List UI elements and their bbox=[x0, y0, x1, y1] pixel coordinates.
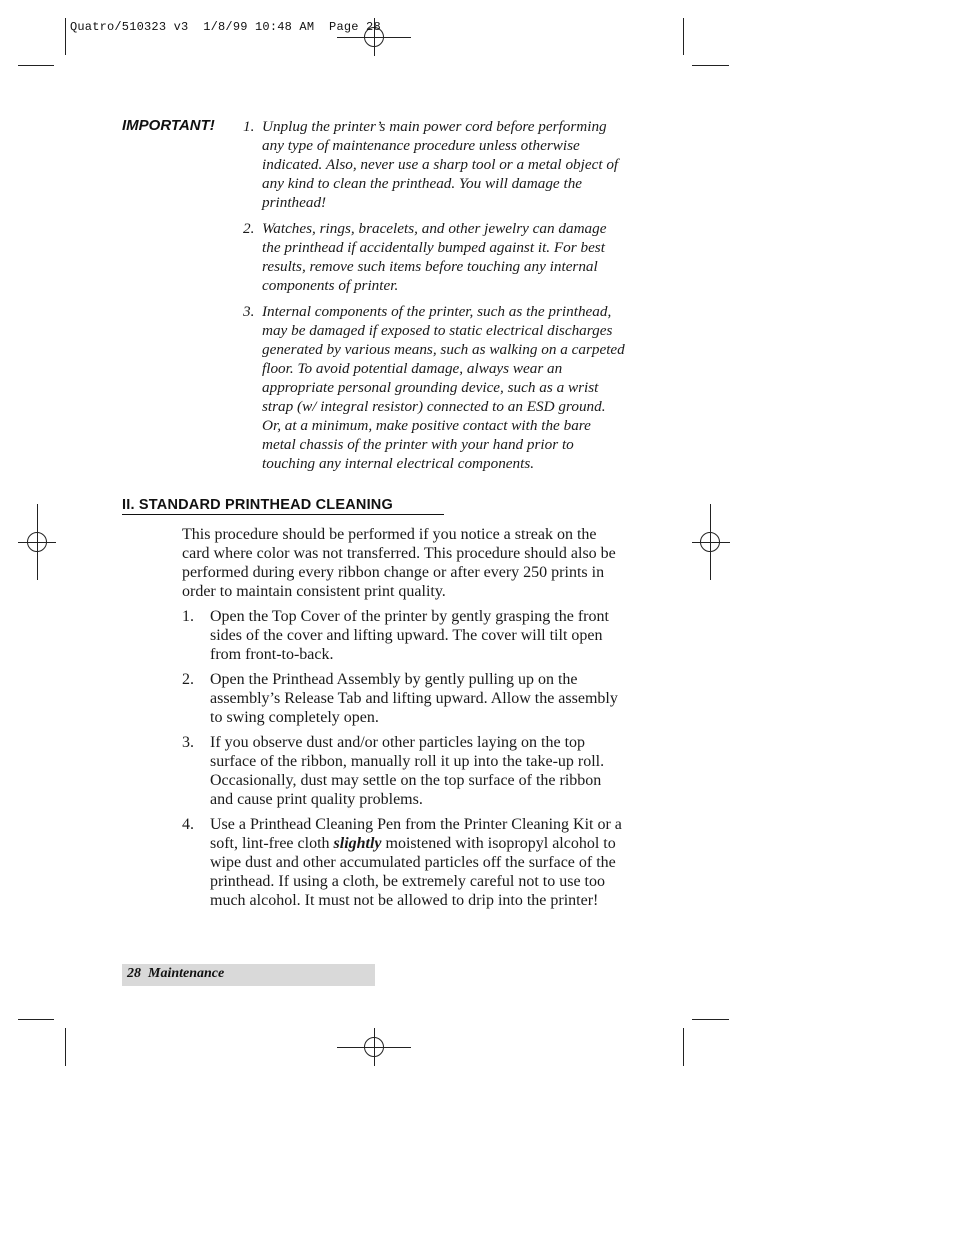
procedure-step-number: 1. bbox=[182, 608, 194, 625]
crop-mark-bottom-left-v bbox=[65, 1028, 66, 1066]
procedure-step-text: Open the Top Cover of the printer by gently grasping the front sides of the cover and lifting upward. The cover will tilt open from front-to-back. bbox=[210, 608, 609, 663]
print-slug-line: Quatro/510323 v3 1/8/99 10:48 AM Page 28 bbox=[70, 20, 381, 34]
important-item bbox=[243, 219, 628, 295]
emphasis-text: slightly bbox=[333, 835, 382, 852]
crop-mark-top-right-v bbox=[683, 18, 684, 55]
registration-mark-bottom-circle bbox=[364, 1037, 384, 1057]
registration-mark-right-circle bbox=[700, 532, 720, 552]
procedure-step-number: 4. bbox=[182, 816, 194, 833]
section-heading: II. STANDARD PRINTHEAD CLEANING bbox=[122, 497, 444, 515]
procedure-step-number: 2. bbox=[182, 671, 194, 688]
crop-mark-top-left-h bbox=[18, 65, 54, 66]
section-intro-paragraph: This procedure should be performed if you notice a streak on the card where color was not transferred. This procedure should also be performed during every ribbon change or after every 250 prints in order to maintain consistent print quality. bbox=[182, 526, 616, 600]
page-footer: 28 Maintenance bbox=[127, 966, 225, 981]
crop-mark-top-right-h bbox=[692, 65, 729, 66]
procedure-step-text: If you observe dust and/or other particles laying on the top surface of the ribbon, manually roll it up into the take-up roll. Occasionally, dust may settle on the top surface of the ribbon and cause print quality problems. bbox=[210, 734, 605, 808]
important-item bbox=[243, 117, 628, 212]
important-list bbox=[243, 117, 628, 480]
registration-mark-left-circle bbox=[27, 532, 47, 552]
important-item-text: Watches, rings, bracelets, and other jewelry can damage the printhead if accidentally bumped against it. For best results, remove such items before touching any internal components of printer. bbox=[262, 220, 607, 294]
procedure-step-text bbox=[210, 816, 622, 909]
important-item bbox=[243, 302, 628, 473]
procedure-step bbox=[182, 670, 622, 727]
crop-mark-top-left-v bbox=[65, 18, 66, 55]
crop-mark-bottom-right-h bbox=[692, 1019, 729, 1020]
important-item-number: 1. bbox=[243, 118, 255, 135]
procedure-step bbox=[182, 815, 622, 910]
crop-mark-bottom-right-v bbox=[683, 1028, 684, 1066]
important-label: IMPORTANT! bbox=[122, 117, 215, 134]
procedure-step-number: 3. bbox=[182, 734, 194, 751]
procedure-step-text: Open the Printhead Assembly by gently pulling up on the assembly’s Release Tab and lifting upward. Allow the assembly to swing completely open. bbox=[210, 671, 618, 726]
procedure-step-text-before: Use a Printhead Cleaning Pen from the Printer Cleaning Kit or a soft, lint-free cloth bbox=[210, 816, 622, 852]
procedure-steps-list bbox=[182, 607, 622, 916]
procedure-step-text-after: moistened with isopropyl alcohol to wipe dust and other accumulated particles off the surface of the printhead. If using a cloth, be extremely careful not to use too much alcohol. It must not be allowed to drip into the printer! bbox=[210, 835, 616, 909]
important-item-text: Unplug the printer’s main power cord before performing any type of maintenance procedure unless otherwise indicated. Also, never use a sharp tool or a metal object of any kind to clean the printhead. You will damage the printhead! bbox=[262, 118, 619, 211]
important-item-number: 3. bbox=[243, 303, 255, 320]
procedure-step bbox=[182, 607, 622, 664]
important-item-text: Internal components of the printer, such as the printhead, may be damaged if exposed to static electrical discharges generated by various means, such as walking on a carpeted floor. To avoid potential damage, always wear an appropriate personal grounding device, such as a wrist strap (w/ integral resistor) connected to an ESD ground. Or, at a minimum, make positive contact with the bare metal chassis of the printer with your hand prior to touching any internal electrical components. bbox=[262, 303, 625, 472]
procedure-step bbox=[182, 733, 622, 809]
crop-mark-bottom-left-h bbox=[18, 1019, 54, 1020]
important-item-number: 2. bbox=[243, 220, 255, 237]
